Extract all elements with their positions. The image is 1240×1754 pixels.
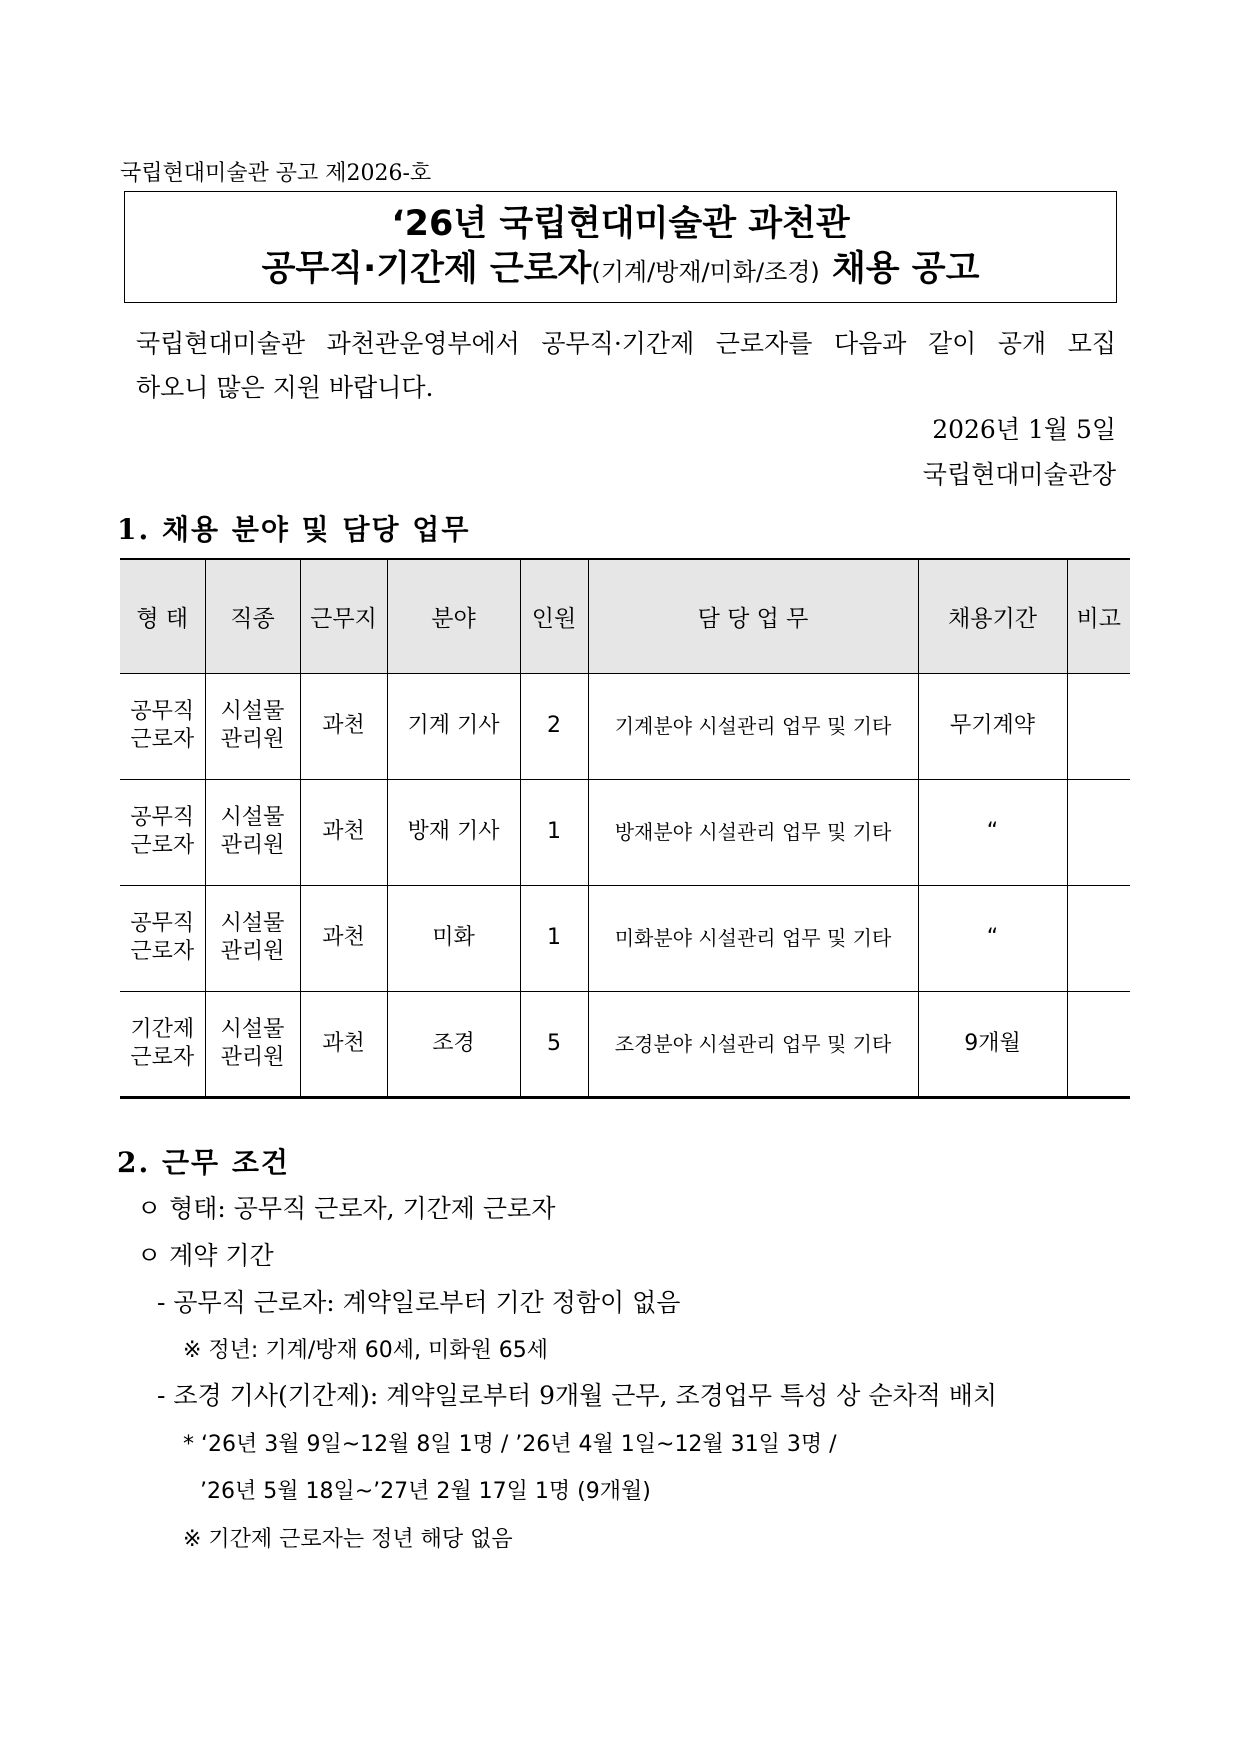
cell-field: 기계 기사 (387, 673, 520, 779)
cell-type (120, 885, 205, 991)
cell-field: 방재 기사 (387, 779, 520, 885)
cell-job (205, 779, 300, 885)
job-line-1: 시설물 (220, 699, 285, 724)
intro-line-2: 하오니 많은 지원 바랍니다. (136, 373, 434, 402)
type-line-2: 근로자 (130, 727, 195, 752)
header-count: 인원 (520, 559, 588, 673)
cell-place: 과천 (300, 885, 387, 991)
header-job: 직종 (205, 559, 300, 673)
cell-field: 미화 (387, 885, 520, 991)
header-period: 채용기간 (918, 559, 1067, 673)
type-line-2: 근로자 (130, 939, 195, 964)
cell-count: 1 (520, 885, 588, 991)
job-line-2: 관리원 (220, 939, 285, 964)
title-line-2 (125, 246, 1116, 295)
table-header-row (120, 559, 1130, 673)
cell-note (1067, 779, 1130, 885)
cell-job (205, 991, 300, 1097)
title-main: 공무직·기간제 근로자 (261, 249, 592, 289)
permanent-worker-period: - 공무직 근로자: 계약일로부터 기간 정함이 없음 (157, 1288, 681, 1317)
cell-period: “ (918, 779, 1067, 885)
cell-duty: 기계분야 시설관리 업무 및 기타 (588, 673, 918, 779)
type-line-2: 근로자 (130, 1044, 195, 1070)
table-row (120, 885, 1130, 991)
schedule-detail-2: ’26년 5월 18일~’27년 2월 17일 1명 (9개월) (200, 1479, 651, 1504)
cell-field: 조경 (387, 991, 520, 1097)
section-2-heading: 2. 근무 조건 (117, 1146, 290, 1179)
condition-type: ㅇ 형태: 공무직 근로자, 기간제 근로자 (137, 1194, 556, 1223)
notice-number: 국립현대미술관 공고 제2026-호 (120, 161, 432, 186)
cell-count: 5 (520, 991, 588, 1097)
signer: 국립현대미술관장 (922, 460, 1116, 489)
type-line-1: 공무직 (130, 911, 195, 936)
table-row (120, 673, 1130, 779)
job-line-2: 관리원 (220, 1044, 285, 1070)
job-line-2: 관리원 (220, 833, 285, 858)
cell-duty: 미화분야 시설관리 업무 및 기타 (588, 885, 918, 991)
section-1-heading: 1. 채용 분야 및 담당 업무 (117, 513, 471, 546)
job-line-1: 시설물 (220, 1016, 285, 1042)
landscape-worker-period: - 조경 기사(기간제): 계약일로부터 9개월 근무, 조경업무 특성 상 순차적 배치 (157, 1381, 998, 1410)
header-field: 분야 (387, 559, 520, 673)
condition-period: ㅇ 계약 기간 (137, 1241, 274, 1270)
cell-type (120, 991, 205, 1097)
header-place: 근무지 (300, 559, 387, 673)
header-duty: 담 당 업 무 (588, 559, 918, 673)
cell-note (1067, 885, 1130, 991)
schedule-detail-1: * ‘26년 3월 9일~12월 8일 1명 / ’26년 4월 1일~12월 31일 3명 / (183, 1432, 837, 1457)
cell-note (1067, 991, 1130, 1097)
recruitment-table (120, 558, 1130, 1099)
cell-job (205, 885, 300, 991)
job-line-1: 시설물 (220, 805, 285, 830)
cell-place: 과천 (300, 779, 387, 885)
table-row (120, 991, 1130, 1097)
type-line-1: 공무직 (130, 805, 195, 830)
cell-note (1067, 673, 1130, 779)
title-tail: 채용 공고 (819, 249, 980, 289)
table-row (120, 779, 1130, 885)
retirement-age-note: ※ 정년: 기계/방재 60세, 미화원 65세 (183, 1338, 548, 1363)
cell-period: 9개월 (918, 991, 1067, 1097)
cell-type (120, 779, 205, 885)
type-line-1: 기간제 (130, 1016, 195, 1042)
cell-count: 2 (520, 673, 588, 779)
intro-line-1: 국립현대미술관 과천관운영부에서 공무직·기간제 근로자를 다음과 같이 공개 모집 (136, 329, 1116, 358)
job-line-1: 시설물 (220, 911, 285, 936)
cell-job (205, 673, 300, 779)
type-line-1: 공무직 (130, 699, 195, 724)
notice-date: 2026년 1월 5일 (932, 415, 1116, 444)
header-type: 형 태 (120, 559, 205, 673)
job-line-2: 관리원 (220, 727, 285, 752)
title-line-1: ‘26년 국립현대미술관 과천관 (391, 204, 850, 244)
cell-place: 과천 (300, 991, 387, 1097)
cell-count: 1 (520, 779, 588, 885)
fixed-term-note: ※ 기간제 근로자는 정년 해당 없음 (183, 1527, 513, 1552)
header-note: 비고 (1067, 559, 1130, 673)
title-paren: (기계/방재/미화/조경) (591, 258, 820, 286)
cell-place: 과천 (300, 673, 387, 779)
cell-period: “ (918, 885, 1067, 991)
type-line-2: 근로자 (130, 833, 195, 858)
cell-type (120, 673, 205, 779)
cell-duty: 방재분야 시설관리 업무 및 기타 (588, 779, 918, 885)
cell-duty: 조경분야 시설관리 업무 및 기타 (588, 991, 918, 1097)
title-box (124, 191, 1117, 303)
cell-period: 무기계약 (918, 673, 1067, 779)
